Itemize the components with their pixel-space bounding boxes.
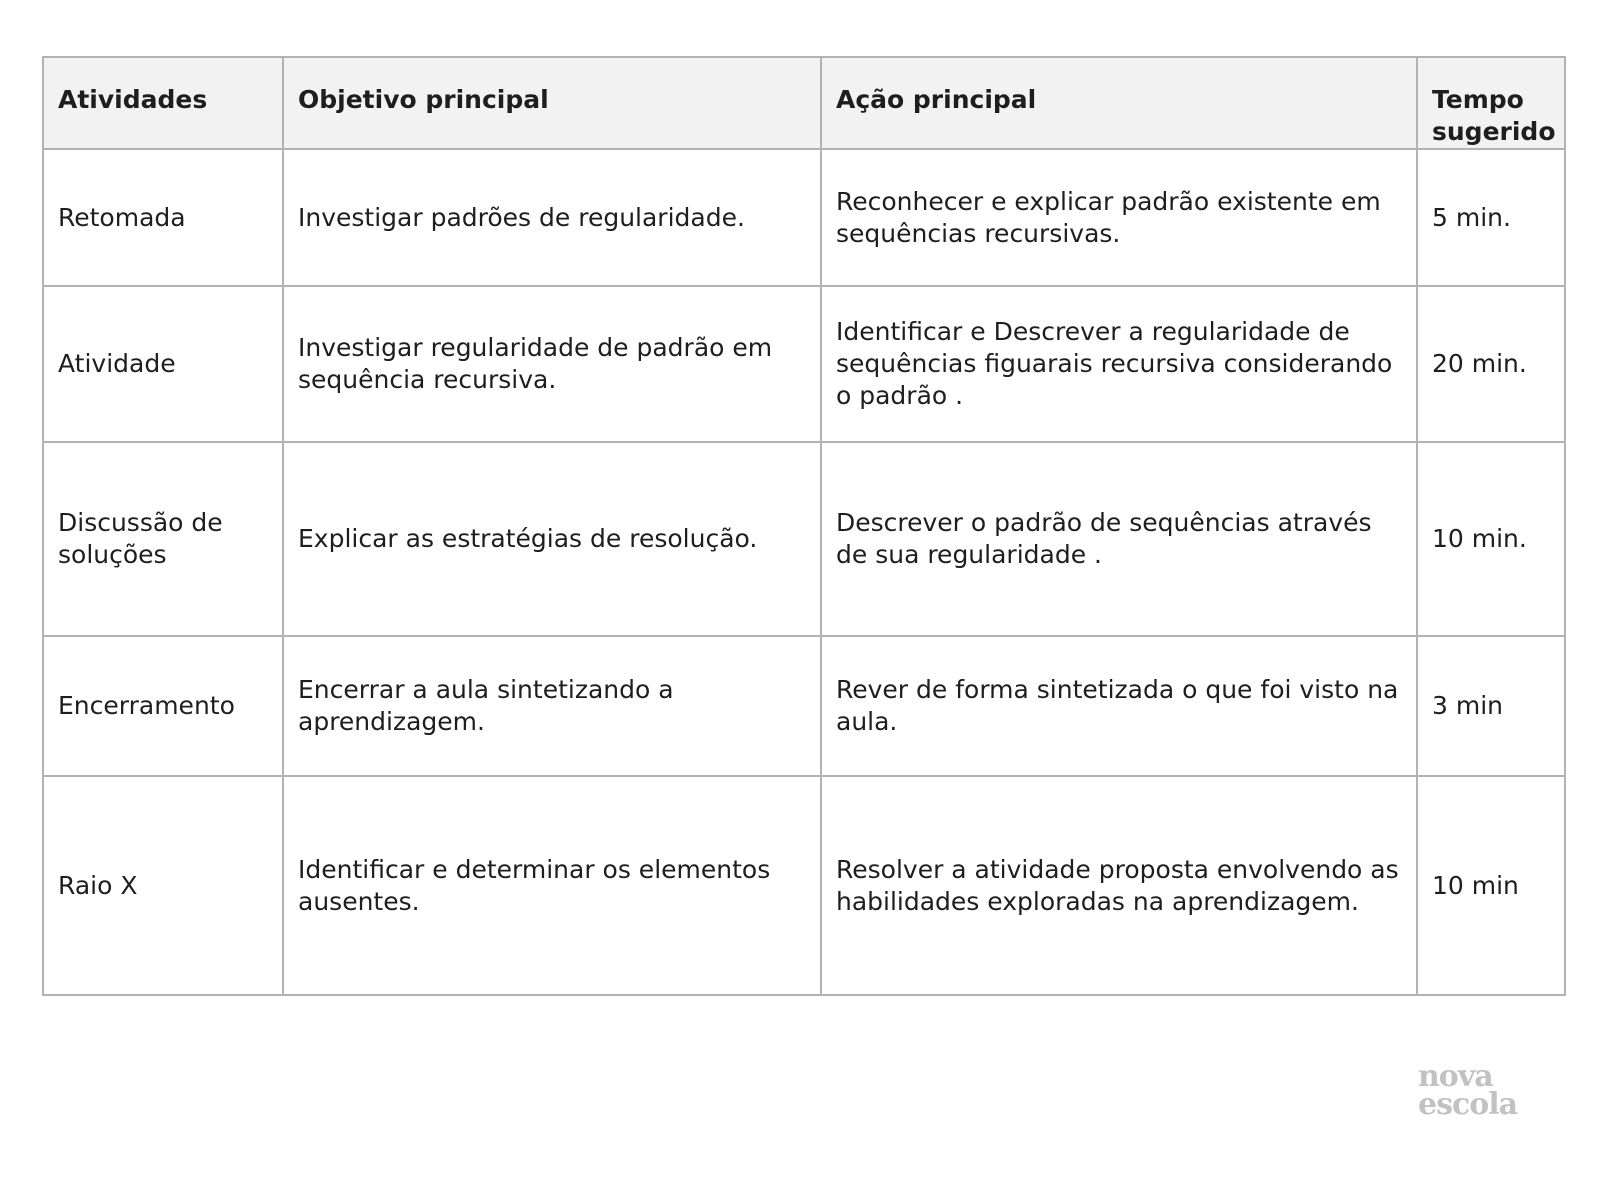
cell-atividade: Raio X xyxy=(43,776,283,995)
cell-objetivo: Investigar padrões de regularidade. xyxy=(283,149,821,286)
cell-tempo: 10 min. xyxy=(1417,442,1565,636)
cell-objetivo: Encerrar a aula sintetizando a aprendizagem. xyxy=(283,636,821,776)
nova-escola-logo xyxy=(1418,1059,1518,1122)
cell-tempo: 10 min xyxy=(1417,776,1565,995)
cell-tempo: 20 min. xyxy=(1417,286,1565,442)
cell-atividade: Retomada xyxy=(43,149,283,286)
logo-line-1: nova xyxy=(1418,1059,1493,1094)
cell-acao: Rever de forma sintetizada o que foi visto na aula. xyxy=(821,636,1417,776)
table-row xyxy=(43,636,1565,776)
table-row xyxy=(43,286,1565,442)
cell-atividade: Atividade xyxy=(43,286,283,442)
table-row xyxy=(43,776,1565,995)
cell-objetivo: Identificar e determinar os elementos ausentes. xyxy=(283,776,821,995)
header-objetivo: Objetivo principal xyxy=(283,57,821,149)
header-acao: Ação principal xyxy=(821,57,1417,149)
cell-atividade: Discussão de soluções xyxy=(43,442,283,636)
cell-atividade: Encerramento xyxy=(43,636,283,776)
cell-tempo: 5 min. xyxy=(1417,149,1565,286)
logo-line-2: escola xyxy=(1418,1087,1518,1122)
cell-acao: Reconhecer e explicar padrão existente em sequências recursivas. xyxy=(821,149,1417,286)
cell-acao: Resolver a atividade proposta envolvendo as habilidades exploradas na aprendizagem. xyxy=(821,776,1417,995)
table-row xyxy=(43,149,1565,286)
cell-objetivo: Investigar regularidade de padrão em sequência recursiva. xyxy=(283,286,821,442)
table-row xyxy=(43,442,1565,636)
cell-acao: Descrever o padrão de sequências através de sua regularidade . xyxy=(821,442,1417,636)
header-tempo: Tempo sugerido xyxy=(1417,57,1565,149)
cell-acao: Identificar e Descrever a regularidade de sequências figuarais recursiva considerando o padrão . xyxy=(821,286,1417,442)
header-atividades: Atividades xyxy=(43,57,283,149)
cell-objetivo: Explicar as estratégias de resolução. xyxy=(283,442,821,636)
lesson-plan-table xyxy=(42,56,1566,996)
table-header-row xyxy=(43,57,1565,149)
cell-tempo: 3 min xyxy=(1417,636,1565,776)
